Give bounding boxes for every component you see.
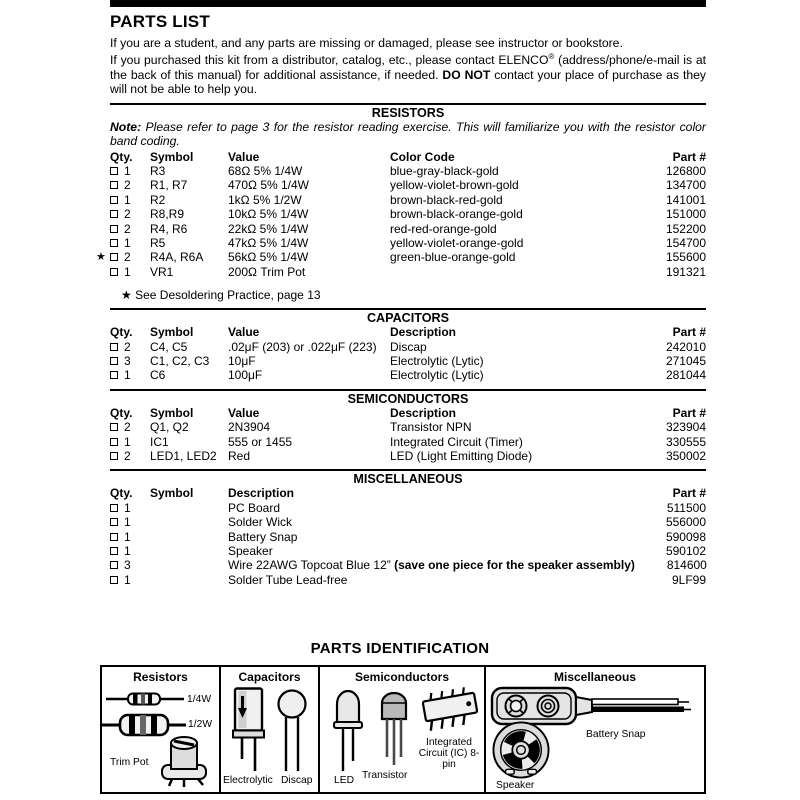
trim-pot-illustration [158,733,214,788]
checkbox[interactable] [110,504,118,512]
part-header: Part # [672,149,706,164]
colorcode-cell: yellow-violet-brown-gold [390,178,519,193]
section-divider [110,389,706,391]
part-cell: 9LF99 [671,572,706,587]
table-row [110,340,706,354]
semiconductors-table [110,406,706,464]
part-cell: 134700 [665,178,706,193]
symbol-header: Symbol [150,325,194,340]
checkbox[interactable] [110,561,118,569]
speaker-label: Speaker [496,780,535,791]
description-cell: Electrolytic (Lytic) [390,353,484,368]
led-illustration [330,689,366,773]
part-header: Part # [672,325,706,340]
checkbox[interactable] [110,371,118,379]
symbol-cell [150,501,228,515]
panel-semiconductors-title: Semiconductors [354,670,450,684]
description-cell: Solder Tube Lead-free [228,572,348,587]
value-cell: 555 or 1455 [228,434,293,449]
part-cell: 141001 [665,192,706,207]
qty-cell: 2 [110,207,150,221]
qty-cell: 1 [110,265,150,279]
led-label: LED [334,775,355,786]
colorcode-cell: green-blue-orange-gold [390,250,516,265]
panel-miscellaneous-title: Miscellaneous [553,670,637,684]
description-header: Description [390,325,457,340]
qty-cell: 2 [110,449,150,463]
value-cell: 2N3904 [228,420,271,435]
part-cell: 271045 [665,353,706,368]
capacitors-table [110,325,706,383]
colorcode-cell [390,265,634,279]
table-row [110,354,706,368]
parts-identification-title: PARTS IDENTIFICATION [310,640,490,657]
part-cell: 151000 [665,207,706,222]
part-header: Part # [672,486,706,501]
qty-cell: 2 [110,222,150,236]
table-row [96,250,706,265]
value-cell: 10μF [228,353,256,368]
symbol-cell: R8,R9 [150,207,185,222]
colorcode-cell: red-red-orange-gold [390,221,497,236]
qty-cell: 2 [110,340,150,354]
value-header: Value [228,149,260,164]
section-divider [110,469,706,471]
qty-cell: 2 [110,250,150,264]
intro-line-3: the back of this manual) for additional assistance, if needed. DO NOT contact your place of purchase as they [110,67,706,82]
note-label: Note: [110,119,142,134]
symbol-cell: LED1, LED2 [150,449,217,463]
trim-pot-label: Trim Pot [110,757,149,768]
panel-resistors-title: Resistors [133,670,188,684]
capacitors-header-row [110,325,706,339]
desolder-star: ★ [96,251,106,264]
checkbox[interactable] [110,343,118,351]
battery-snap-label: Battery Snap [586,729,646,740]
resistors-section-title: RESISTORS [371,105,445,120]
ic-8pin-illustration [418,685,482,735]
part-cell: 126800 [665,163,706,178]
parts-identification-panel [100,665,706,794]
resistors-header-row [110,150,706,164]
table-row [110,222,706,236]
discap-label: Discap [281,775,313,786]
desoldering-footnote: ★ See Desoldering Practice, page 13 [121,288,321,303]
miscellaneous-section-title: MISCELLANEOUS [353,472,463,487]
symbol-cell: R4, R6 [150,221,188,236]
value-header: Value [228,325,260,340]
page-title: PARTS LIST [110,12,210,31]
table-row [110,544,706,558]
symbol-header: Symbol [150,486,194,501]
discap-capacitor-illustration [275,689,309,773]
table-row [110,501,706,515]
qty-cell: 2 [110,178,150,192]
description-cell: Integrated Circuit (Timer) [390,434,523,449]
checkbox[interactable] [110,268,118,276]
intro-line-1: If you are a student, and any parts are missing or damaged, please see instructor or bookstore. [110,36,623,50]
table-row [110,558,706,572]
value-cell: 22kΩ 5% 1/4W [228,221,309,236]
checkbox[interactable] [110,452,118,460]
panel-capacitors-title: Capacitors [238,670,301,684]
intro-text [110,36,706,97]
qty-cell: 1 [110,236,150,250]
qty-cell: 1 [110,164,150,178]
value-cell: .02μF (203) or .022μF (223) [228,339,377,354]
table-row [110,515,706,529]
colorcode-header: Color Code [390,149,455,164]
qty-cell: 1 [110,544,150,558]
symbol-header: Symbol [150,405,194,420]
symbol-header: Symbol [150,149,194,164]
top-bar-rule [110,0,706,7]
table-row [110,530,706,544]
symbol-cell [150,530,228,544]
part-cell: 152200 [665,221,706,236]
value-header: Value [228,405,260,420]
value-cell: 56kΩ 5% 1/4W [228,250,309,265]
part-cell: 191321 [665,264,706,279]
table-row [110,368,706,382]
ic-label: Integrated Circuit (IC) 8-pin [418,737,480,770]
value-cell: 100μF [228,368,263,383]
part-header: Part # [672,405,706,420]
table-row [110,435,706,449]
part-cell: 154700 [665,235,706,250]
symbol-cell [150,558,228,572]
symbol-cell: C4, C5 [150,339,188,354]
symbol-cell [150,515,228,529]
table-row [110,178,706,192]
electrolytic-label: Electrolytic [223,775,273,786]
part-cell: 281044 [665,368,706,383]
qty-header: Qty. [110,486,133,501]
description-header: Description [390,405,457,420]
symbol-cell: R3 [150,163,166,178]
checkbox[interactable] [110,167,118,175]
symbol-cell: C6 [150,368,166,383]
part-cell: 814600 [666,558,707,573]
table-row [110,573,706,587]
table-row [110,449,706,463]
qty-header: Qty. [110,405,133,420]
symbol-cell: R1, R7 [150,178,188,193]
value-cell: 47kΩ 5% 1/4W [228,235,309,250]
part-cell: 242010 [665,339,706,354]
part-cell: 155600 [665,250,706,265]
part-cell: 330555 [665,434,706,449]
table-row [110,193,706,207]
panel-resistors [102,667,221,792]
semiconductors-section-title: SEMICONDUCTORS [347,391,469,406]
symbol-cell: R2 [150,192,166,207]
part-cell: 511500 [666,500,706,515]
part-cell: 556000 [665,515,706,530]
symbol-cell: Q1, Q2 [150,420,189,435]
electrolytic-capacitor-illustration [231,687,267,773]
qty-header: Qty. [110,325,133,340]
part-cell: 350002 [665,449,706,463]
checkbox[interactable] [110,181,118,189]
table-row [110,236,706,250]
qty-cell: 3 [110,354,150,368]
qty-cell: 1 [110,435,150,449]
registered-mark: ® [548,52,555,62]
transistor-label: Transistor [362,770,408,781]
value-cell: 470Ω 5% 1/4W [228,178,310,193]
semiconductors-header-row [110,406,706,420]
symbol-cell [150,544,228,558]
table-row [110,265,706,279]
qty-cell: 2 [110,420,150,434]
checkbox[interactable] [110,438,118,446]
value-cell: 1kΩ 5% 1/2W [228,192,302,207]
description-cell: Battery Snap [228,529,298,544]
symbol-cell: R4A, R6A [150,250,204,265]
description-cell: Solder Wick [228,515,293,530]
value-cell: 68Ω 5% 1/4W [228,163,303,178]
symbol-cell: IC1 [150,434,169,449]
part-cell: 323904 [665,420,706,435]
qty-cell: 1 [110,368,150,382]
checkbox[interactable] [110,239,118,247]
symbol-cell [150,573,228,587]
capacitors-section-title: CAPACITORS [366,311,450,326]
part-cell: 590098 [665,529,706,544]
miscellaneous-table [110,486,706,587]
intro-line-2: If you purchased this kit from a distributor, catalog, etc., please contact ELENCO® (address/phone/e-mail is at [110,52,706,68]
description-cell: Transistor NPN [390,420,472,435]
resistors-table [96,149,706,280]
symbol-cell: R5 [150,235,166,250]
value-cell: Red [228,449,251,463]
part-cell: 590102 [665,544,706,559]
qty-cell: 1 [110,573,150,587]
table-row [110,164,706,178]
description-header: Description [228,486,295,501]
checkbox[interactable] [110,253,118,261]
description-cell: PC Board [228,500,281,515]
description-cell: Speaker [228,544,273,559]
checkbox[interactable] [110,225,118,233]
resistor-quarter-watt-illustration [106,691,184,707]
colorcode-cell: brown-black-red-gold [390,192,503,207]
description-cell: Discap [390,339,427,354]
table-row [110,207,706,221]
qty-header: Qty. [110,149,133,164]
value-cell: 200Ω Trim Pot [228,264,306,279]
do-not-emphasis: DO NOT [442,67,491,82]
checkbox[interactable] [110,196,118,204]
description-cell: Electrolytic (Lytic) [390,368,484,383]
symbol-cell: C1, C2, C3 [150,353,210,368]
checkbox[interactable] [110,576,118,584]
qty-cell: 1 [110,515,150,529]
qty-cell: 3 [110,558,150,572]
section-divider [110,103,706,105]
panel-capacitors [221,667,320,792]
checkbox[interactable] [110,423,118,431]
qty-cell: 1 [110,501,150,515]
resistor-note: Note: Please refer to page 3 for the resistor reading exercise. This will familiarize you with the resistor color band coding. [110,119,706,149]
panel-semiconductors [320,667,486,792]
transistor-illustration [378,691,410,769]
symbol-cell: VR1 [150,264,174,279]
value-cell: 10kΩ 5% 1/4W [228,207,309,222]
intro-line-4: will not be able to help you. [110,82,258,97]
qty-cell: 1 [110,193,150,207]
qty-cell: 1 [110,530,150,544]
checkbox[interactable] [110,357,118,365]
speaker-illustration [492,721,550,779]
miscellaneous-header-row [110,486,706,500]
checkbox[interactable] [110,518,118,526]
description-cell: LED (Light Emitting Diode) [390,449,533,463]
checkbox[interactable] [110,210,118,218]
quarter-watt-label: 1/4W [187,694,212,705]
colorcode-cell: brown-black-orange-gold [390,207,523,222]
colorcode-cell: blue-gray-black-gold [390,163,499,178]
half-watt-label: 1/2W [188,719,213,730]
section-divider [110,308,706,310]
checkbox[interactable] [110,533,118,541]
table-row [110,420,706,434]
checkbox[interactable] [110,547,118,555]
description-cell: Wire 22AWG Topcoat Blue 12” (save one piece for the speaker assembly) [228,558,635,573]
panel-miscellaneous [486,667,704,792]
colorcode-cell: yellow-violet-orange-gold [390,235,524,250]
